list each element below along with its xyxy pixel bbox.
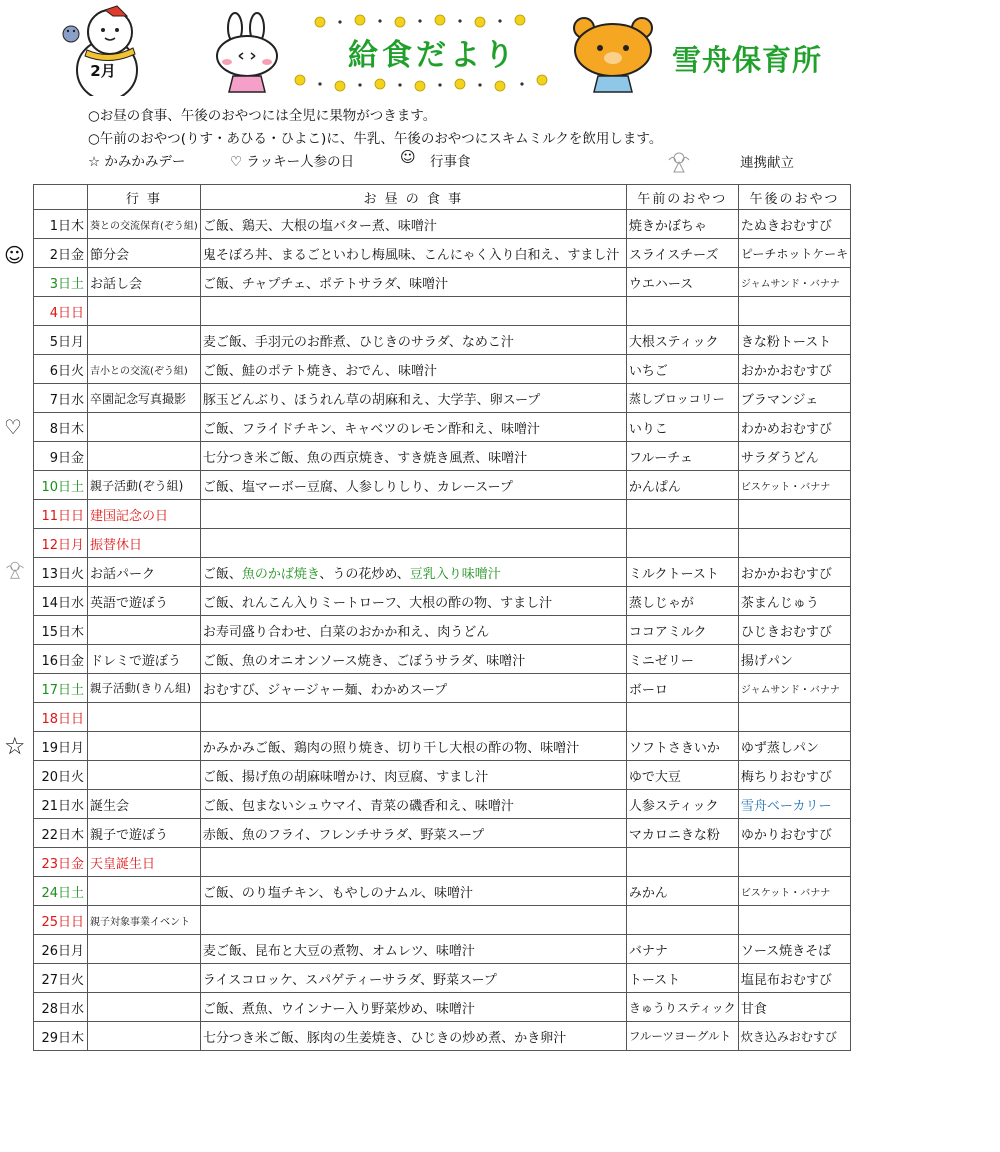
- event-cell: 親子で遊ぼう: [88, 819, 201, 848]
- lunch-cell: ご飯、鮭のポテト焼き、おでん、味噌汁: [200, 355, 626, 384]
- afternoon-snack-cell: サラダうどん: [738, 442, 850, 471]
- morning-snack-cell: フルーチェ: [626, 442, 738, 471]
- legend-kamikami: ☆ かみかみデー: [88, 154, 186, 170]
- morning-snack-cell: 蒸しブロッコリー: [626, 384, 738, 413]
- table-row: [34, 297, 851, 326]
- date-cell: 14日水: [34, 587, 88, 616]
- morning-snack-cell: 焼きかぼちゃ: [626, 210, 738, 239]
- star-icon: ☆: [4, 732, 26, 760]
- collab-lunch-text: 豆乳入り味噌汁: [409, 566, 501, 582]
- event-cell: [88, 935, 201, 964]
- table-row: [34, 790, 851, 819]
- heart-icon: ♡: [4, 415, 22, 439]
- afternoon-snack-cell: [738, 906, 850, 935]
- date-cell: 1日木: [34, 210, 88, 239]
- event-cell: ドレミで遊ぼう: [88, 645, 201, 674]
- bunny-icon: [205, 12, 290, 94]
- afternoon-snack-cell: [738, 529, 850, 558]
- table-row: [34, 1022, 851, 1051]
- date-cell: 29日木: [34, 1022, 88, 1051]
- event-cell: [88, 326, 201, 355]
- event-cell: [88, 761, 201, 790]
- event-cell: [88, 442, 201, 471]
- lunch-cell: ご飯、フライドチキン、キャベツのレモン酢和え、味噌汁: [200, 413, 626, 442]
- lunch-cell: 麦ご飯、昆布と大豆の煮物、オムレツ、味噌汁: [200, 935, 626, 964]
- lunch-cell: おむすび、ジャージャー麺、わかめスープ: [200, 674, 626, 703]
- event-cell: お話パーク: [88, 558, 201, 587]
- table-row: [34, 529, 851, 558]
- morning-snack-cell: かんぱん: [626, 471, 738, 500]
- lunch-cell: ご飯、のり塩チキン、もやしのナムル、味噌汁: [200, 877, 626, 906]
- snowman-icon: [55, 4, 155, 96]
- afternoon-snack-cell: [738, 848, 850, 877]
- event-cell: 卒園記念写真撮影: [88, 384, 201, 413]
- morning-snack-cell: ミルクトースト: [626, 558, 738, 587]
- morning-snack-cell: いちご: [626, 355, 738, 384]
- morning-snack-cell: バナナ: [626, 935, 738, 964]
- table-row: [34, 587, 851, 616]
- table-row: [34, 645, 851, 674]
- lunch-cell: [200, 906, 626, 935]
- lunch-cell: ライスコロッケ、スパゲティーサラダ、野菜スープ: [200, 964, 626, 993]
- event-cell: 葵との交流保育(ぞう組): [88, 210, 201, 239]
- header-lunch: お 昼 の 食 事: [200, 185, 626, 210]
- afternoon-snack-cell: ジャムサンド・バナナ: [738, 674, 850, 703]
- date-cell: 21日水: [34, 790, 88, 819]
- table-row: [34, 848, 851, 877]
- table-row: [34, 210, 851, 239]
- morning-snack-cell: フルーツヨーグルト: [626, 1022, 738, 1051]
- angel-icon: [666, 148, 692, 174]
- legend-collab-menu: 連携献立: [740, 155, 794, 171]
- event-cell: 英語で遊ぼう: [88, 587, 201, 616]
- date-cell: 12日月: [34, 529, 88, 558]
- morning-snack-cell: ソフトさきいか: [626, 732, 738, 761]
- date-cell: 13日火: [34, 558, 88, 587]
- lunch-cell: かみかみご飯、鶏肉の照り焼き、切り干し大根の酢の物、味噌汁: [200, 732, 626, 761]
- lunch-cell: 麦ご飯、手羽元のお酢煮、ひじきのサラダ、なめこ汁: [200, 326, 626, 355]
- event-cell: 節分会: [88, 239, 201, 268]
- event-cell: 振替休日: [88, 529, 201, 558]
- afternoon-snack-cell: 揚げパン: [738, 645, 850, 674]
- lunch-cell: [200, 558, 626, 587]
- afternoon-snack-cell: 甘食: [738, 993, 850, 1022]
- lunch-text: 、うの花炒め、: [319, 566, 410, 582]
- morning-snack-cell: [626, 297, 738, 326]
- date-cell: 11日日: [34, 500, 88, 529]
- morning-snack-cell: いりこ: [626, 413, 738, 442]
- morning-snack-cell: マカロニきな粉: [626, 819, 738, 848]
- table-row: [34, 819, 851, 848]
- morning-snack-cell: 蒸しじゃが: [626, 587, 738, 616]
- afternoon-snack-cell: ビスケット・バナナ: [738, 877, 850, 906]
- event-cell: [88, 732, 201, 761]
- lunch-cell: [200, 297, 626, 326]
- date-cell: 23日金: [34, 848, 88, 877]
- afternoon-snack-cell: ゆかりおむすび: [738, 819, 850, 848]
- event-cell: お話し会: [88, 268, 201, 297]
- morning-snack-cell: [626, 703, 738, 732]
- morning-snack-cell: 大根スティック: [626, 326, 738, 355]
- lunch-cell: ご飯、魚のオニオンソース焼き、ごぼうサラダ、味噌汁: [200, 645, 626, 674]
- lunch-cell: 赤飯、魚のフライ、フレンチサラダ、野菜スープ: [200, 819, 626, 848]
- note-fruit: ○お昼の食事、午後のおやつには全児に果物がつきます。: [88, 108, 437, 124]
- note-milk: ○午前のおやつ(りす・あひる・ひよこ)に、牛乳、午後のおやつにスキムミルクを飲用します。: [88, 131, 663, 147]
- event-cell: [88, 964, 201, 993]
- table-row: [34, 674, 851, 703]
- table-header-row: [34, 185, 851, 210]
- date-cell: 10日土: [34, 471, 88, 500]
- table-row: [34, 558, 851, 587]
- event-cell: 建国記念の日: [88, 500, 201, 529]
- event-cell: 誕生会: [88, 790, 201, 819]
- afternoon-snack-cell: ブラマンジェ: [738, 384, 850, 413]
- date-cell: 27日火: [34, 964, 88, 993]
- morning-snack-cell: ミニゼリー: [626, 645, 738, 674]
- table-row: [34, 935, 851, 964]
- event-cell: [88, 703, 201, 732]
- event-cell: 親子対象事業イベント: [88, 906, 201, 935]
- afternoon-snack-cell: 塩昆布おむすび: [738, 964, 850, 993]
- date-cell: 20日火: [34, 761, 88, 790]
- table-row: [34, 471, 851, 500]
- collab-lunch-text: 魚のかば焼き: [241, 566, 320, 582]
- event-cell: [88, 1022, 201, 1051]
- afternoon-snack-cell: おかかおむすび: [738, 355, 850, 384]
- lunch-cell: ご飯、鶏天、大根の塩バター煮、味噌汁: [200, 210, 626, 239]
- table-row: [34, 326, 851, 355]
- date-cell: 15日木: [34, 616, 88, 645]
- angel-icon: [4, 558, 26, 580]
- morning-snack-cell: 人参スティック: [626, 790, 738, 819]
- lunch-cell: [200, 703, 626, 732]
- event-cell: [88, 993, 201, 1022]
- morning-snack-cell: スライスチーズ: [626, 239, 738, 268]
- afternoon-snack-cell: [738, 703, 850, 732]
- morning-snack-cell: [626, 906, 738, 935]
- table-row: [34, 413, 851, 442]
- lunch-cell: ご飯、塩マーボー豆腐、人参しりしり、カレースープ: [200, 471, 626, 500]
- afternoon-snack-cell: きな粉トースト: [738, 326, 850, 355]
- table-row: [34, 616, 851, 645]
- smile-icon: ☺: [400, 148, 416, 166]
- afternoon-snack-cell: ビスケット・バナナ: [738, 471, 850, 500]
- afternoon-snack-cell: 炊き込みおむすび: [738, 1022, 850, 1051]
- afternoon-snack-cell: おかかおむすび: [738, 558, 850, 587]
- header-afternoon-snack: 午後のおやつ: [738, 185, 850, 210]
- lunch-cell: ご飯、れんこん入りミートローフ、大根の酢の物、すまし汁: [200, 587, 626, 616]
- afternoon-snack-cell: 雪舟ベーカリー: [738, 790, 850, 819]
- date-cell: 28日水: [34, 993, 88, 1022]
- table-row: [34, 500, 851, 529]
- afternoon-snack-cell: ジャムサンド・バナナ: [738, 268, 850, 297]
- menu-table: [33, 184, 851, 1051]
- lunch-cell: [200, 500, 626, 529]
- morning-snack-cell: ゆで大豆: [626, 761, 738, 790]
- afternoon-snack-cell: わかめおむすび: [738, 413, 850, 442]
- afternoon-snack-cell: 梅ちりおむすび: [738, 761, 850, 790]
- morning-snack-cell: ボーロ: [626, 674, 738, 703]
- lunch-cell: 豚玉どんぶり、ほうれん草の胡麻和え、大学芋、卵スープ: [200, 384, 626, 413]
- bear-icon: [568, 14, 660, 94]
- event-cell: 親子活動(ぞう組): [88, 471, 201, 500]
- afternoon-snack-cell: ピーチホットケーキ: [738, 239, 850, 268]
- lunch-cell: 鬼そぼろ丼、まるごといわし梅風味、こんにゃく入り白和え、すまし汁: [200, 239, 626, 268]
- afternoon-snack-cell: ひじきおむすび: [738, 616, 850, 645]
- event-cell: [88, 616, 201, 645]
- header-morning-snack: 午前のおやつ: [626, 185, 738, 210]
- date-cell: 26日月: [34, 935, 88, 964]
- lunch-cell: ご飯、揚げ魚の胡麻味噌かけ、肉豆腐、すまし汁: [200, 761, 626, 790]
- event-cell: 親子活動(きりん組): [88, 674, 201, 703]
- date-cell: 16日金: [34, 645, 88, 674]
- date-cell: 2日金: [34, 239, 88, 268]
- date-cell: 6日火: [34, 355, 88, 384]
- afternoon-snack-cell: [738, 500, 850, 529]
- table-row: [34, 732, 851, 761]
- lunch-cell: 七分つき米ご飯、魚の西京焼き、すき焼き風煮、味噌汁: [200, 442, 626, 471]
- morning-snack-cell: [626, 500, 738, 529]
- lunch-cell: ご飯、煮魚、ウインナー入り野菜炒め、味噌汁: [200, 993, 626, 1022]
- lunch-text: ご飯、: [202, 566, 242, 582]
- event-cell: [88, 877, 201, 906]
- date-cell: 5日月: [34, 326, 88, 355]
- lunch-cell: [200, 529, 626, 558]
- table-row: [34, 761, 851, 790]
- table-row: [34, 384, 851, 413]
- date-cell: 7日水: [34, 384, 88, 413]
- date-cell: 8日木: [34, 413, 88, 442]
- afternoon-snack-cell: ソース焼きそば: [738, 935, 850, 964]
- table-row: [34, 442, 851, 471]
- header-event: 行 事: [88, 185, 201, 210]
- date-cell: 9日金: [34, 442, 88, 471]
- date-cell: 25日日: [34, 906, 88, 935]
- lunch-cell: 七分つき米ご飯、豚肉の生姜焼き、ひじきの炒め煮、かき卵汁: [200, 1022, 626, 1051]
- date-cell: 24日土: [34, 877, 88, 906]
- lunch-cell: ご飯、チャプチェ、ポテトサラダ、味噌汁: [200, 268, 626, 297]
- date-cell: 17日土: [34, 674, 88, 703]
- morning-snack-cell: [626, 529, 738, 558]
- table-row: [34, 239, 851, 268]
- morning-snack-cell: ココアミルク: [626, 616, 738, 645]
- header-date: [34, 185, 88, 210]
- table-row: [34, 268, 851, 297]
- morning-snack-cell: トースト: [626, 964, 738, 993]
- lunch-cell: ご飯、包まないシュウマイ、青菜の磯香和え、味噌汁: [200, 790, 626, 819]
- month-label: 2月: [90, 62, 116, 80]
- morning-snack-cell: [626, 848, 738, 877]
- morning-snack-cell: みかん: [626, 877, 738, 906]
- afternoon-snack-cell: [738, 297, 850, 326]
- table-row: [34, 964, 851, 993]
- smile-icon: ☺: [4, 243, 25, 267]
- date-cell: 18日日: [34, 703, 88, 732]
- page-title: 給食だより: [348, 38, 518, 73]
- table-row: [34, 355, 851, 384]
- event-cell: [88, 297, 201, 326]
- afternoon-snack-cell: 茶まんじゅう: [738, 587, 850, 616]
- lunch-cell: [200, 848, 626, 877]
- afternoon-snack-cell: ゆず蒸しパン: [738, 732, 850, 761]
- legend-event-meal: 行事食: [430, 154, 471, 170]
- event-cell: 吉小との交流(ぞう組): [88, 355, 201, 384]
- morning-snack-cell: ウエハース: [626, 268, 738, 297]
- table-row: [34, 877, 851, 906]
- date-cell: 3日土: [34, 268, 88, 297]
- table-row: [34, 993, 851, 1022]
- morning-snack-cell: きゅうりスティック: [626, 993, 738, 1022]
- lunch-cell: お寿司盛り合わせ、白菜のおかか和え、肉うどん: [200, 616, 626, 645]
- legend-lucky-carrot: ♡ ラッキー人参の日: [230, 154, 355, 170]
- table-row: [34, 703, 851, 732]
- afternoon-snack-cell: たぬきおむすび: [738, 210, 850, 239]
- table-row: [34, 906, 851, 935]
- date-cell: 22日木: [34, 819, 88, 848]
- event-cell: 天皇誕生日: [88, 848, 201, 877]
- date-cell: 19日月: [34, 732, 88, 761]
- school-name: 雪舟保育所: [672, 43, 823, 77]
- date-cell: 4日日: [34, 297, 88, 326]
- event-cell: [88, 413, 201, 442]
